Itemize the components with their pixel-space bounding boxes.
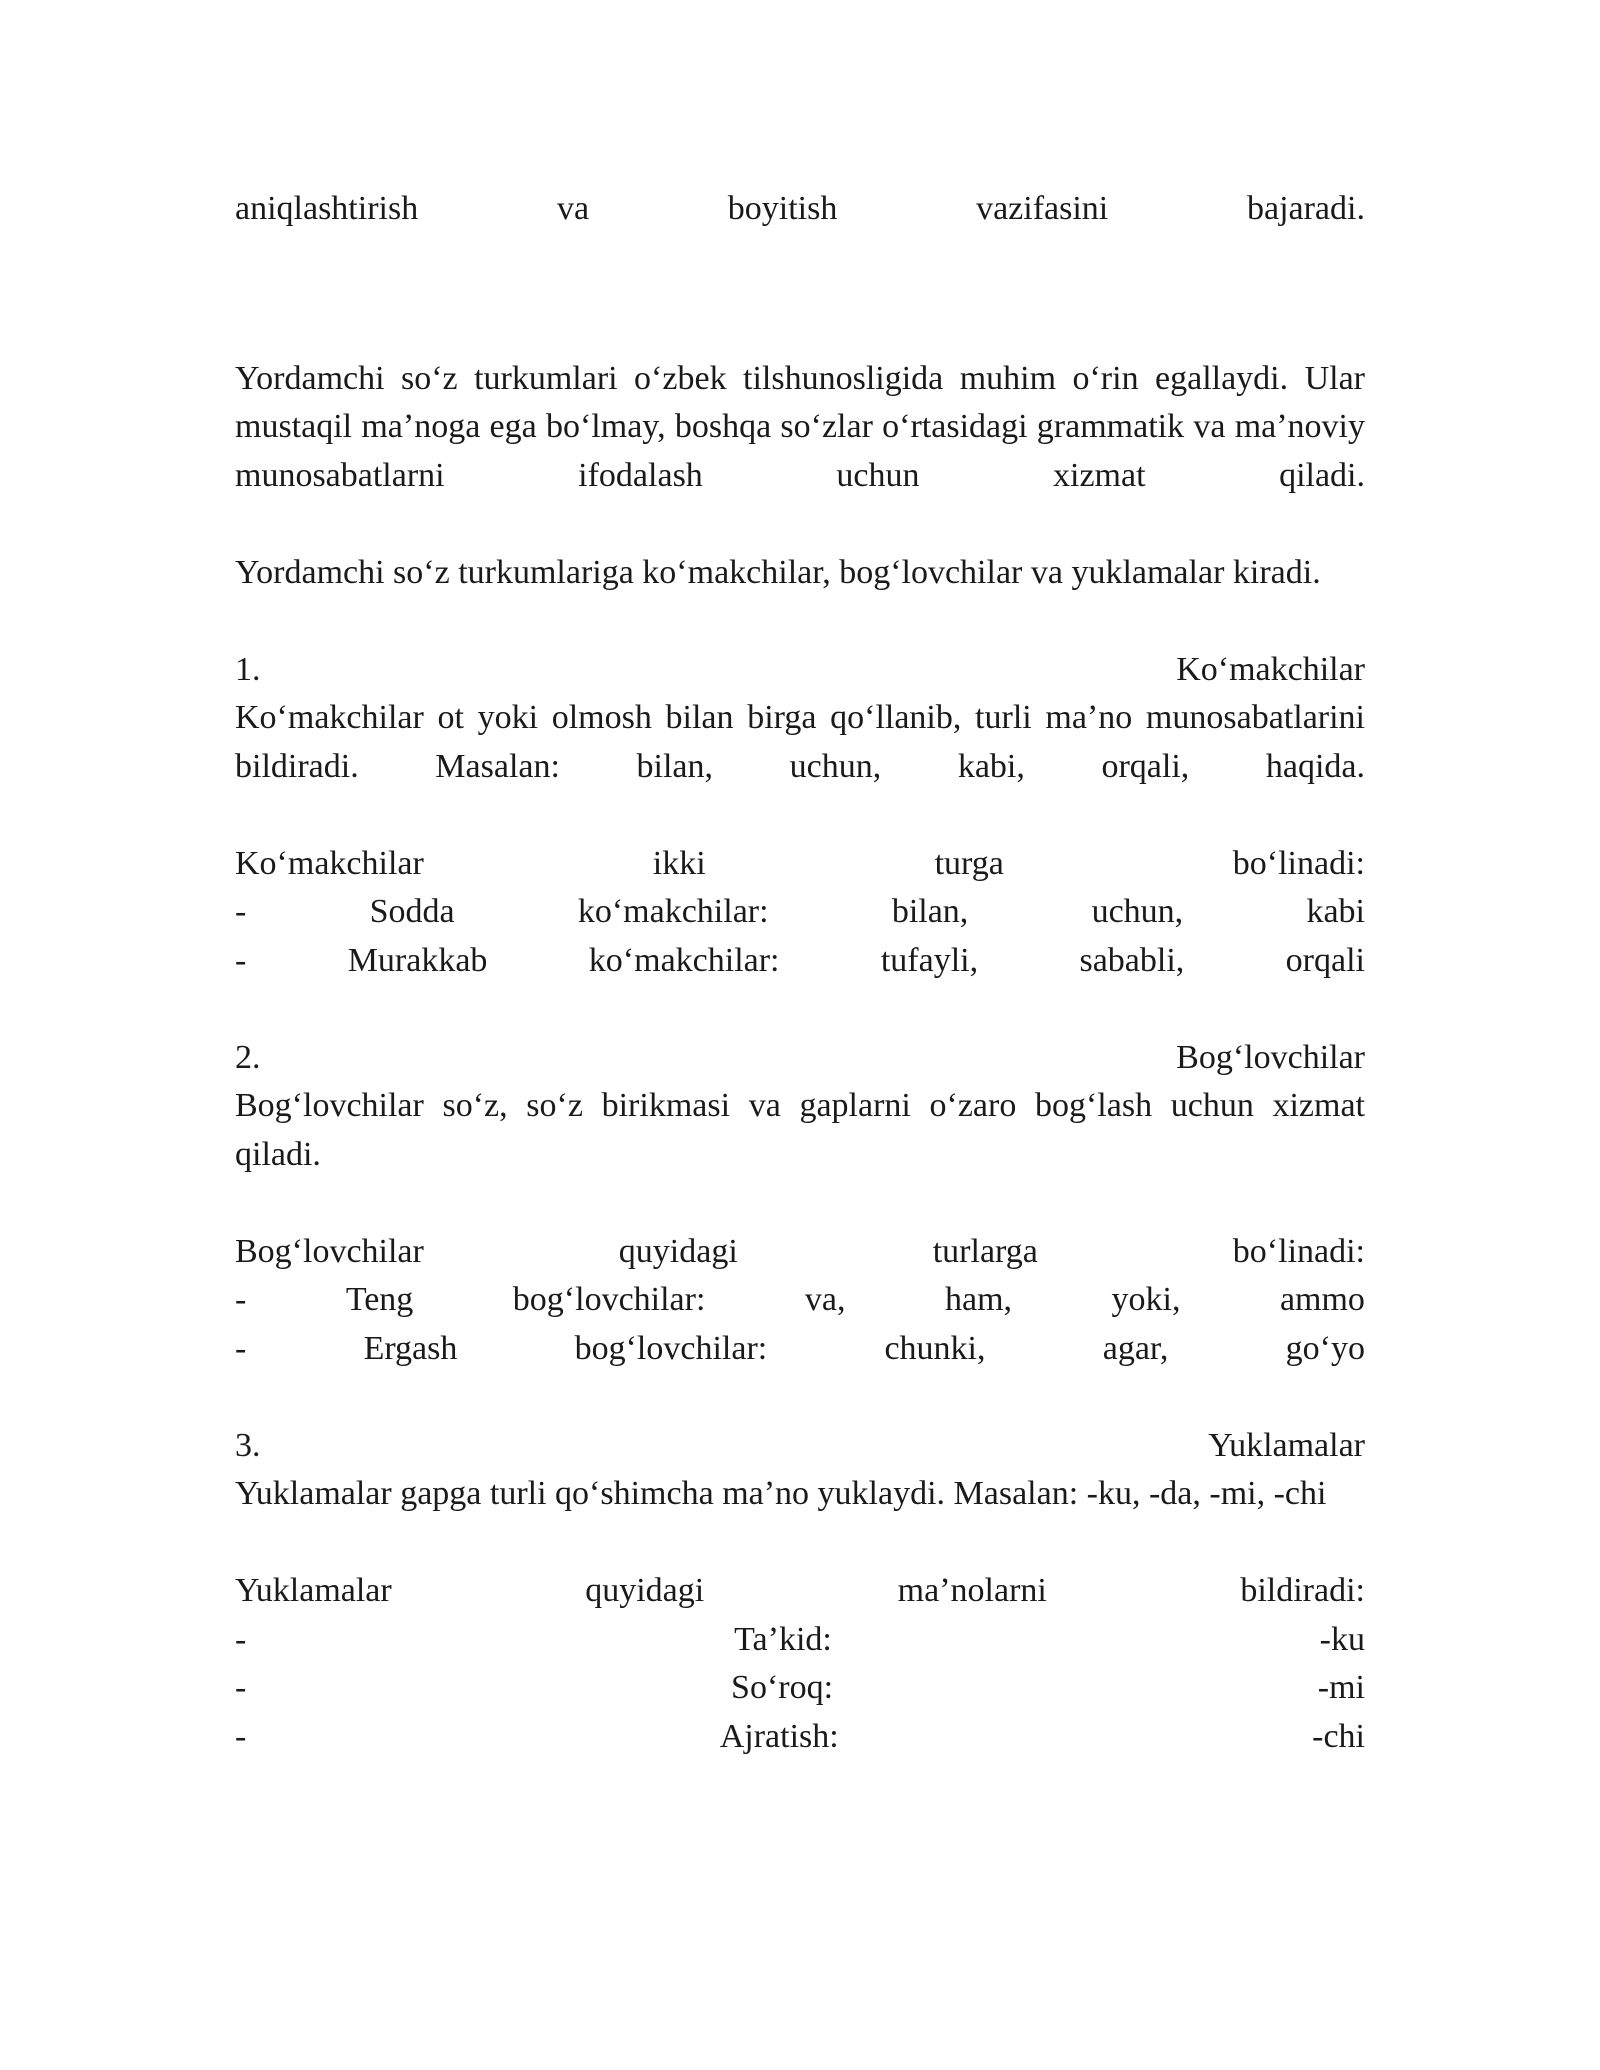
word: bogʻlovchilar:: [512, 1281, 706, 1318]
types-paragraph: Yordamchi soʻz turkumlariga koʻmakchilar, bogʻlovchilar va yuklamalar kiradi.: [235, 553, 1321, 591]
bullet-dash: -: [235, 893, 247, 930]
word: ammo: [1279, 1281, 1365, 1318]
section-text-3: Yuklamalar gapga turli qoʻshimcha maʼno yuklaydi. Masalan: -ku, -da, -mi, -chi: [235, 1475, 1327, 1512]
bullet-dash: -: [235, 1281, 247, 1318]
word: Teng: [345, 1281, 414, 1318]
word: orqali: [1285, 941, 1365, 979]
bullet-dash: -: [235, 1669, 247, 1706]
word: Bogʻlovchilar: [235, 1232, 424, 1270]
list-header-3: [235, 1567, 1365, 1616]
spacer: [235, 500, 1365, 549]
list-item: [235, 1325, 1365, 1374]
word: quyidagi: [585, 1572, 705, 1609]
word: uchun,: [1091, 893, 1184, 930]
word: yoki,: [1111, 1281, 1181, 1318]
list-item: [235, 1616, 1365, 1665]
word: quyidagi: [618, 1232, 738, 1270]
document-page: [235, 185, 1365, 1761]
bullet-dash: -: [235, 1329, 247, 1367]
spacer: [235, 1373, 1365, 1422]
section-title: Koʻmakchilar: [1176, 650, 1365, 688]
word: Sodda: [369, 893, 455, 930]
section-number: 1.: [235, 650, 261, 688]
word: kabi: [1306, 893, 1365, 930]
section-text-2: Bogʻlovchilar soʻz, soʻz birikmasi va gaplarni oʻzaro bogʻlash uchun xizmat qiladi.: [235, 1087, 1365, 1173]
word: boʻlinadi:: [1232, 844, 1365, 882]
word: boyitish: [727, 190, 838, 227]
spacer: [235, 234, 1365, 355]
word: sababli,: [1079, 941, 1185, 979]
list-item: [235, 1276, 1365, 1325]
section-number: 2.: [235, 1038, 261, 1076]
word: vazifasini: [976, 190, 1109, 227]
list-item: [235, 1664, 1365, 1713]
word: turga: [934, 844, 1004, 882]
intro-fragment-line: [235, 185, 1365, 234]
bullet-dash: -: [235, 941, 247, 979]
list-item: [235, 937, 1365, 986]
intro-paragraph: Yordamchi soʻz turkumlari oʻzbek tilshunosligida muhim oʻrin egallaydi. Ular mustaqil maʼnoga ega boʻlmay, boshqa soʻzlar oʻrtasidagi grammatik va maʼnoviy munosabatlarni ifodalash uchun xizmat qiladi.: [235, 359, 1365, 494]
word: bilan,: [891, 893, 969, 930]
spacer: [235, 1519, 1365, 1568]
word: turlarga: [932, 1232, 1038, 1270]
list-header-2: [235, 1228, 1365, 1277]
spacer: [235, 985, 1365, 1034]
word: goʻyo: [1285, 1329, 1365, 1367]
word: agar,: [1102, 1329, 1169, 1367]
word: Soʻroq:: [731, 1669, 834, 1706]
section-text-1: Koʻmakchilar ot yoki olmosh bilan birga qoʻllanib, turli maʼno munosabatlarini bildiradi. Masalan: bilan, uchun, kabi, orqali, haqida.: [235, 699, 1365, 785]
word: maʼnolarni: [897, 1572, 1047, 1609]
word: boʻlinadi:: [1232, 1232, 1365, 1270]
word: bajaradi.: [1246, 190, 1365, 227]
word: Koʻmakchilar: [235, 844, 424, 882]
word: ham,: [944, 1281, 1013, 1318]
section-heading-1: [235, 646, 1365, 695]
word: Taʼkid:: [734, 1620, 832, 1658]
word: bogʻlovchilar:: [574, 1329, 768, 1367]
word: koʻmakchilar:: [588, 941, 780, 979]
word: -ku: [1319, 1620, 1365, 1658]
bullet-dash: -: [235, 1620, 247, 1658]
spacer: [235, 1179, 1365, 1228]
word: Murakkab: [347, 941, 488, 979]
list-item: [235, 1713, 1365, 1762]
section-title: Yuklamalar: [1208, 1426, 1365, 1464]
section-heading-2: [235, 1034, 1365, 1083]
word: va,: [804, 1281, 846, 1318]
word: tufayli,: [880, 941, 979, 979]
word: bildiradi:: [1240, 1572, 1365, 1609]
section-heading-3: [235, 1422, 1365, 1471]
word: va: [556, 190, 590, 227]
word: koʻmakchilar:: [577, 893, 769, 930]
list-item: [235, 888, 1365, 937]
word: -chi: [1312, 1717, 1365, 1755]
section-number: 3.: [235, 1426, 261, 1464]
spacer: [235, 791, 1365, 840]
section-title: Bogʻlovchilar: [1176, 1038, 1365, 1076]
word: Yuklamalar: [235, 1572, 392, 1609]
word: -mi: [1317, 1669, 1365, 1706]
word: Ajratish:: [719, 1717, 839, 1755]
word: Ergash: [363, 1329, 458, 1367]
spacer: [235, 597, 1365, 646]
word: aniqlashtirish: [235, 190, 419, 227]
bullet-dash: -: [235, 1717, 247, 1755]
word: ikki: [652, 844, 706, 882]
list-header-1: [235, 840, 1365, 889]
word: chunki,: [884, 1329, 986, 1367]
